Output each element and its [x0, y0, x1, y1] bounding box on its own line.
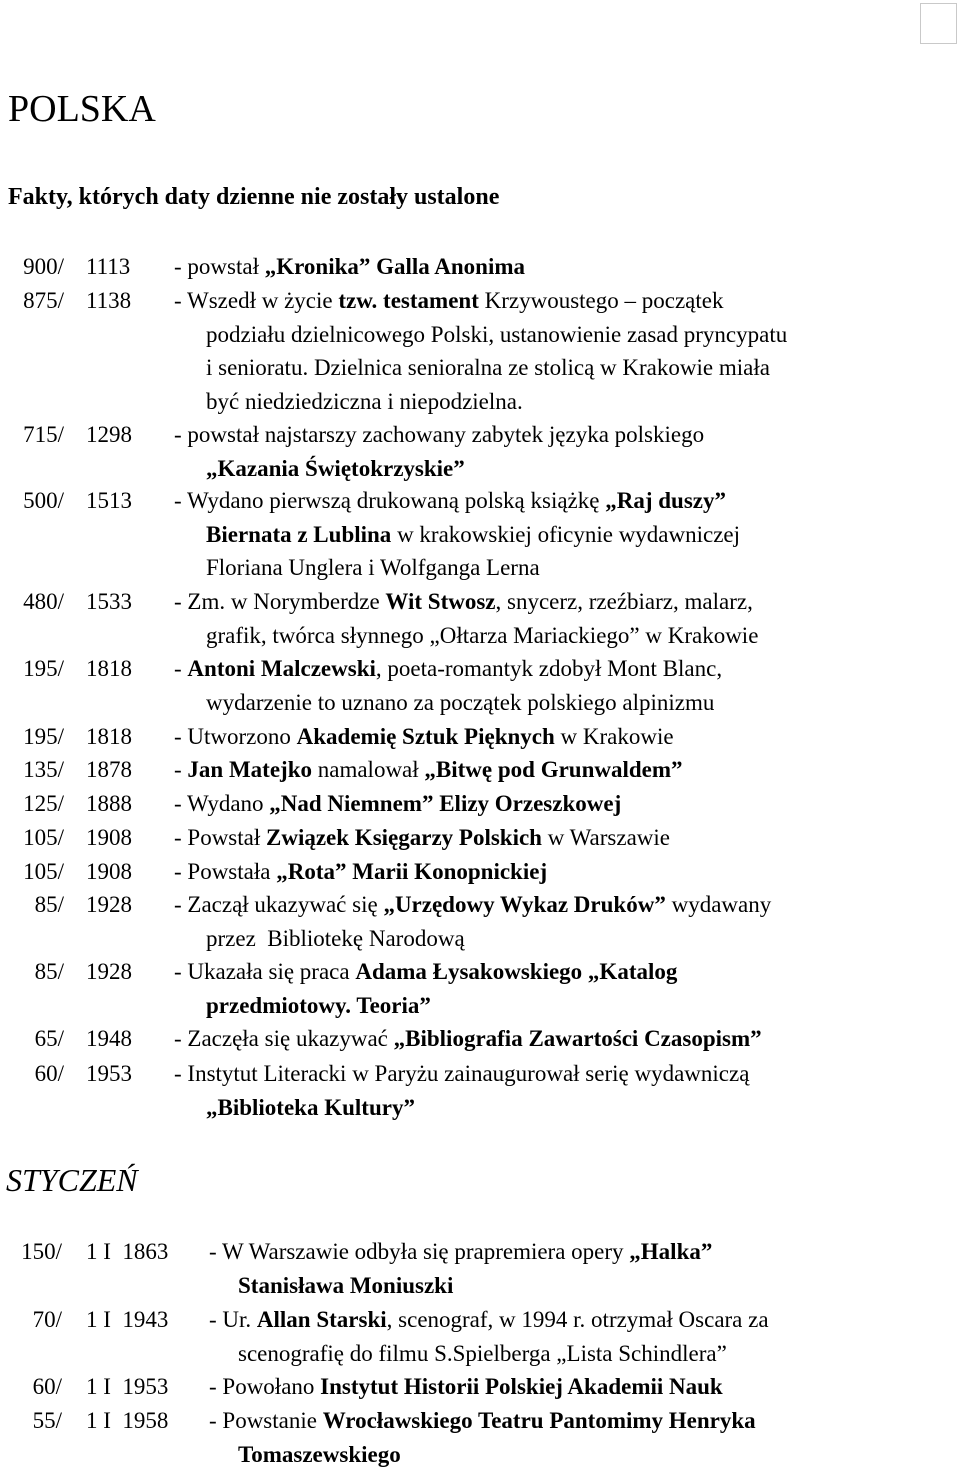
entry-text-bold: Instytut Historii Polskiej Akademii Nauk	[320, 1374, 723, 1399]
entry-text: i senioratu. Dzielnica senioralna ze stolicą w Krakowie miała	[206, 355, 770, 380]
entry-year: 1928	[86, 892, 132, 917]
entry-text: - Wydano pierwszą drukowaną polską książkę	[174, 488, 606, 513]
entry-text: , poeta-romantyk zdobył Mont Blanc,	[375, 656, 723, 681]
entry-age: 195/	[23, 724, 64, 749]
entry-text-bold: „Raj duszy”	[605, 488, 726, 513]
entry-text: - Ur.	[209, 1307, 257, 1332]
entry-text-bold: Stanisława Moniuszki	[238, 1272, 454, 1298]
entry-text-line	[238, 1337, 727, 1370]
entry-year: 1113	[86, 254, 131, 279]
entry-age: 150/	[21, 1239, 62, 1264]
entry-age: 875/	[23, 288, 64, 313]
entry-text-bold: „Rota” Marii Konopnickiej	[276, 859, 548, 884]
entry-text: - Zaczęła się ukazywać	[174, 1026, 394, 1051]
entry-text: namalował	[312, 757, 425, 782]
entry-age: 125/	[23, 791, 64, 816]
entry-year: 1 I 1953	[86, 1374, 169, 1399]
entry-text: -	[174, 757, 188, 782]
entry-text: - Powstanie	[209, 1408, 323, 1433]
entry-text-bold: tzw. testament	[338, 288, 479, 313]
entry-year: 1818	[86, 724, 132, 749]
entry-text: -	[174, 656, 188, 681]
entry-year: 1953	[86, 1061, 132, 1086]
entry-age: 900/	[23, 254, 64, 279]
entry-text: w Warszawie	[541, 825, 670, 850]
entry-text-bold: przedmiotowy. Teoria”	[206, 992, 431, 1018]
entry-age: 55/	[32, 1408, 62, 1433]
entry-text: przez Bibliotekę Narodową	[206, 925, 465, 951]
entry-year: 1908	[86, 859, 132, 884]
entry-age: 480/	[23, 589, 64, 614]
entry-year: 1818	[86, 656, 132, 681]
page-title: POLSKA	[8, 88, 156, 130]
entry-age: 60/	[32, 1374, 62, 1399]
entry-text: scenografię do filmu S.Spielberga „Lista Schindlera”	[238, 1340, 727, 1366]
entry-text-line	[209, 1235, 712, 1268]
entry-text-bold: „Biblioteka Kultury”	[206, 1094, 415, 1120]
entry-text: - Wydano	[174, 791, 270, 816]
entry-text-bold: Związek Księgarzy Polskich	[266, 825, 542, 850]
entry-text: wydarzenie to uznano za początek polskiego alpinizmu	[206, 689, 715, 715]
entry-text: - Powołano	[209, 1374, 321, 1399]
entry-text: - Powstał	[174, 825, 266, 850]
entry-text: wydawany	[665, 892, 772, 917]
entry-text-bold: Tomaszewskiego	[238, 1441, 401, 1467]
entry-text-bold: „Kronika”	[264, 254, 371, 279]
entry-text: - Utworzono	[174, 724, 297, 749]
entry-year: 1533	[86, 589, 132, 614]
entry-text: grafik, twórca słynnego „Ołtarza Mariackiego” w Krakowie	[206, 622, 759, 648]
entry-text: w krakowskiej oficynie wydawniczej	[391, 521, 741, 547]
entry-age: 715/	[23, 422, 64, 447]
entry-text-bold: Wit Stwosz	[385, 589, 496, 614]
entry-text: - Zaczął ukazywać się	[174, 892, 384, 917]
entry-age: 105/	[23, 859, 64, 884]
section-title-january: STYCZEŃ	[6, 1162, 138, 1198]
entry-age: 135/	[23, 757, 64, 782]
entry-text-bold: Allan Starski	[256, 1307, 387, 1332]
entry-year: 1 I 1863	[86, 1239, 169, 1264]
entry-text: - Powstała	[174, 859, 277, 884]
entry-year: 1 I 1958	[86, 1408, 169, 1433]
entry-year: 1878	[86, 757, 132, 782]
entry-text: - powstał	[174, 254, 265, 279]
entry-age: 65/	[34, 1026, 64, 1051]
entry-text: podziału dzielnicowego Polski, ustanowienie zasad pryncypatu	[206, 321, 788, 347]
entry-text-bold: Jan Matejko	[187, 757, 312, 782]
entry-text-line	[209, 1370, 723, 1403]
entry-age: 85/	[34, 892, 64, 917]
entry-age: 70/	[32, 1307, 62, 1332]
entry-text-line	[238, 1269, 453, 1302]
entry-text-bold: „Kazania Świętokrzyskie”	[206, 455, 465, 481]
entry-text: w Krakowie	[554, 724, 674, 749]
entry-text-line	[209, 1404, 756, 1437]
entry-text-bold: Wrocławskiego Teatru Pantomimy Henryka	[322, 1408, 756, 1433]
entry-year: 1908	[86, 825, 132, 850]
entry-text-bold: Galla Anonima	[376, 254, 526, 279]
entry-text: , scenograf, w 1994 r. otrzymał Oscara za	[386, 1307, 769, 1332]
entry-text: - W Warszawie odbyła się prapremiera opery	[209, 1239, 630, 1264]
entry-age: 85/	[34, 959, 64, 984]
entry-text: , snycerz, rzeźbiarz, malarz,	[495, 589, 753, 614]
entry-text: - Ukazała się praca	[174, 959, 356, 984]
entry-text: - Instytut Literacki w Paryżu zainaugurował serię wydawniczą	[174, 1061, 750, 1086]
entry-text-bold: Akademię Sztuk Pięknych	[296, 724, 555, 749]
entry-year: 1928	[86, 959, 132, 984]
entry-text-bold: „Halka”	[629, 1239, 713, 1264]
entry-text-bold: „Nad Niemnem” Elizy Orzeszkowej	[269, 791, 622, 816]
entry-text: - powstał najstarszy zachowany zabytek języka polskiego	[174, 422, 705, 447]
entry-age: 195/	[23, 656, 64, 681]
entry-year: 1 I 1943	[86, 1307, 169, 1332]
entry-text-line	[209, 1303, 769, 1336]
entry-year: 1138	[86, 288, 132, 313]
entry-text-bold: „Bitwę pod Grunwaldem”	[424, 757, 683, 782]
entry-text: - Zm. w Norymberdze	[174, 589, 386, 614]
entry-text-bold: „Bibliografia Zawartości Czasopism”	[393, 1026, 762, 1051]
entry-age: 500/	[23, 488, 64, 513]
entry-text-bold: Adama Łysakowskiego „Katalog	[355, 959, 678, 984]
entry-age: 60/	[34, 1061, 64, 1086]
entry-year: 1948	[86, 1026, 132, 1051]
entry-text: - Wszedł w życie	[174, 288, 339, 313]
entry-text: Floriana Unglera i Wolfganga Lerna	[206, 555, 540, 580]
entry-year: 1513	[86, 488, 132, 513]
entry-text-bold: Biernata z Lublina	[206, 521, 392, 547]
entry-text-bold: Antoni Malczewski	[187, 656, 376, 681]
entry-text: być niedziedziczna i niepodzielna.	[206, 388, 523, 414]
entry-age: 105/	[23, 825, 64, 850]
entry-year: 1298	[86, 422, 132, 447]
section-subtitle: Fakty, których daty dzienne nie zostały ustalone	[8, 184, 500, 210]
entry-year: 1888	[86, 791, 132, 816]
entry-text: Krzywoustego – początek	[478, 288, 724, 313]
entry-text-line	[238, 1438, 401, 1471]
entry-text-bold: „Urzędowy Wykaz Druków”	[383, 892, 666, 917]
